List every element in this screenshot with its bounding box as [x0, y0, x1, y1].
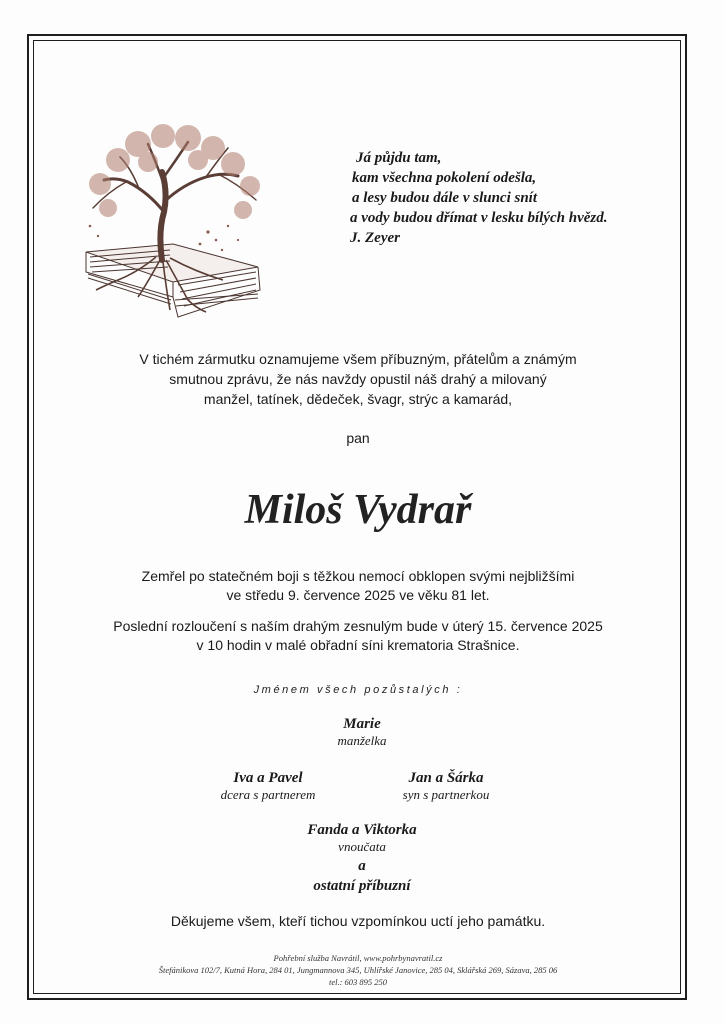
footer-line: Štefánikova 102/7, Kutná Hora, 284 01, Jungmannova 345, Uhlířské Janovice, 285 04, Sklářská 269, Sázava, 285 06 — [158, 965, 558, 975]
announcement-text — [40, 349, 676, 409]
announcement-line: manžel, tatínek, dědeček, švagr, strýc a kamarád, — [203, 391, 513, 407]
footer-line: tel.: 603 895 250 — [328, 977, 388, 987]
tree-on-book-illustration — [78, 122, 268, 320]
honorific: pan — [346, 430, 370, 446]
family-name: Iva a Pavel — [233, 770, 303, 786]
other-relatives: ostatní příbuzní — [313, 878, 411, 894]
conjunction: a — [358, 858, 366, 874]
funeral-service-footer — [40, 952, 676, 988]
family-relation: vnoučata — [338, 839, 386, 854]
announcement-line: V tichém zármutku oznamujeme všem příbuzným, přátelům a známým — [139, 351, 577, 367]
family-others — [262, 857, 462, 895]
mourners-heading: Jménem všech pozůstalých : — [253, 684, 463, 696]
deceased-name: Miloš Vydrař — [244, 487, 472, 533]
poem-author: J. Zeyer — [350, 230, 400, 246]
death-details — [40, 567, 676, 605]
family-grandchildren — [262, 821, 462, 855]
tree-foliage — [89, 124, 260, 219]
family-name: Jan a Šárka — [408, 770, 484, 786]
poem-line: a vody budou dřímat v lesku bílých hvězd. — [350, 210, 608, 226]
family-relation: manželka — [337, 733, 387, 748]
poem-quote — [336, 148, 666, 248]
funeral-details — [40, 617, 676, 655]
family-name: Fanda a Viktorka — [307, 822, 417, 838]
funeral-line: Poslední rozloučení s naším drahým zesnulým bude v úterý 15. července 2025 — [113, 618, 603, 634]
family-daughter — [168, 769, 368, 803]
poem-line: kam všechna pokolení odešla, — [352, 170, 537, 186]
open-book — [86, 244, 260, 317]
footer-line: Pohřební služba Navrátil, www.pohrbynavratil.cz — [273, 953, 443, 963]
thanks-text: Děkujeme všem, kteří tichou vzpomínkou uctí jeho památku. — [170, 913, 546, 929]
funeral-line: v 10 hodin v malé obřadní síni krematoria Strašnice. — [196, 637, 520, 653]
family-relation: syn s partnerkou — [402, 787, 490, 802]
poem-line: a lesy budou dále v slunci snít — [352, 190, 538, 206]
death-line: ve středu 9. července 2025 ve věku 81 let. — [226, 587, 490, 603]
family-wife — [262, 715, 462, 749]
death-line: Zemřel po statečném boji s těžkou nemocí obklopen svými nejbližšími — [141, 568, 575, 584]
family-son — [346, 769, 546, 803]
announcement-line: smutnou zprávu, že nás navždy opustil náš drahý a milovaný — [169, 371, 547, 387]
poem-line: Já půjdu tam, — [356, 150, 442, 166]
family-name: Marie — [343, 716, 381, 732]
family-relation: dcera s partnerem — [220, 787, 316, 802]
